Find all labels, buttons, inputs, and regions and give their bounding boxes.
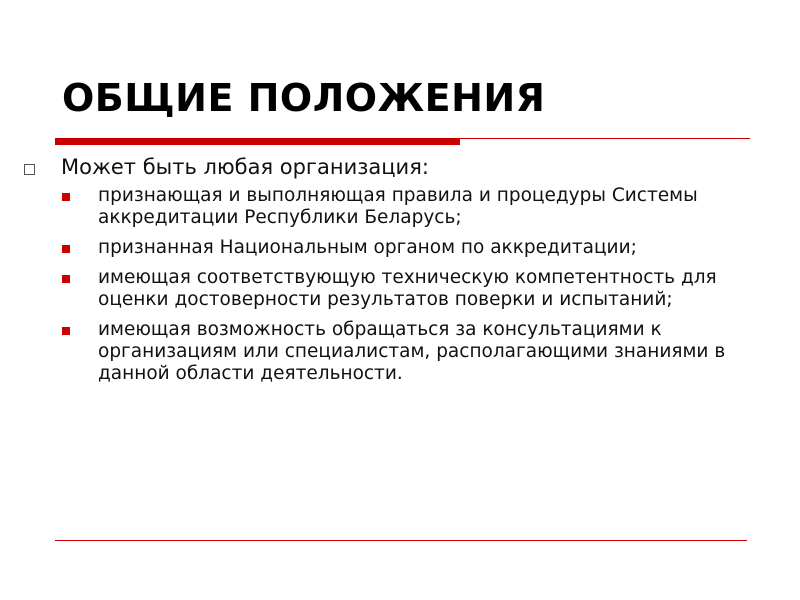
red-square-bullet-icon	[62, 193, 70, 201]
red-square-bullet-icon	[62, 275, 70, 283]
main-bullet	[18, 155, 788, 179]
red-square-bullet-icon	[62, 327, 70, 335]
list-item	[18, 267, 788, 311]
red-square-bullet-icon	[62, 245, 70, 253]
list-item	[18, 185, 788, 229]
title-underline-thick	[55, 138, 460, 145]
title-underline-thin	[460, 138, 750, 139]
list-item-text: имеющая соответствующую техническую компетентность для оценки достоверности результатов поверки и испытаний;	[98, 267, 717, 310]
list-item-text: признанная Национальным органом по аккредитации;	[98, 237, 637, 258]
hollow-square-bullet-icon	[24, 164, 35, 175]
slide-title: ОБЩИЕ ПОЛОЖЕНИЯ	[62, 76, 546, 120]
list-item-text: имеющая возможность обращаться за консультациями к организациям или специалистам, располагающими знаниями в данной области деятельности.	[98, 319, 726, 384]
slide-content	[18, 155, 788, 393]
sub-bullet-list	[18, 185, 788, 385]
list-item	[18, 319, 788, 385]
main-bullet-text: Может быть любая организация:	[61, 155, 429, 179]
footer-divider	[55, 540, 747, 541]
list-item	[18, 237, 788, 259]
list-item-text: признающая и выполняющая правила и процедуры Системы аккредитации Республики Беларусь;	[98, 185, 698, 228]
